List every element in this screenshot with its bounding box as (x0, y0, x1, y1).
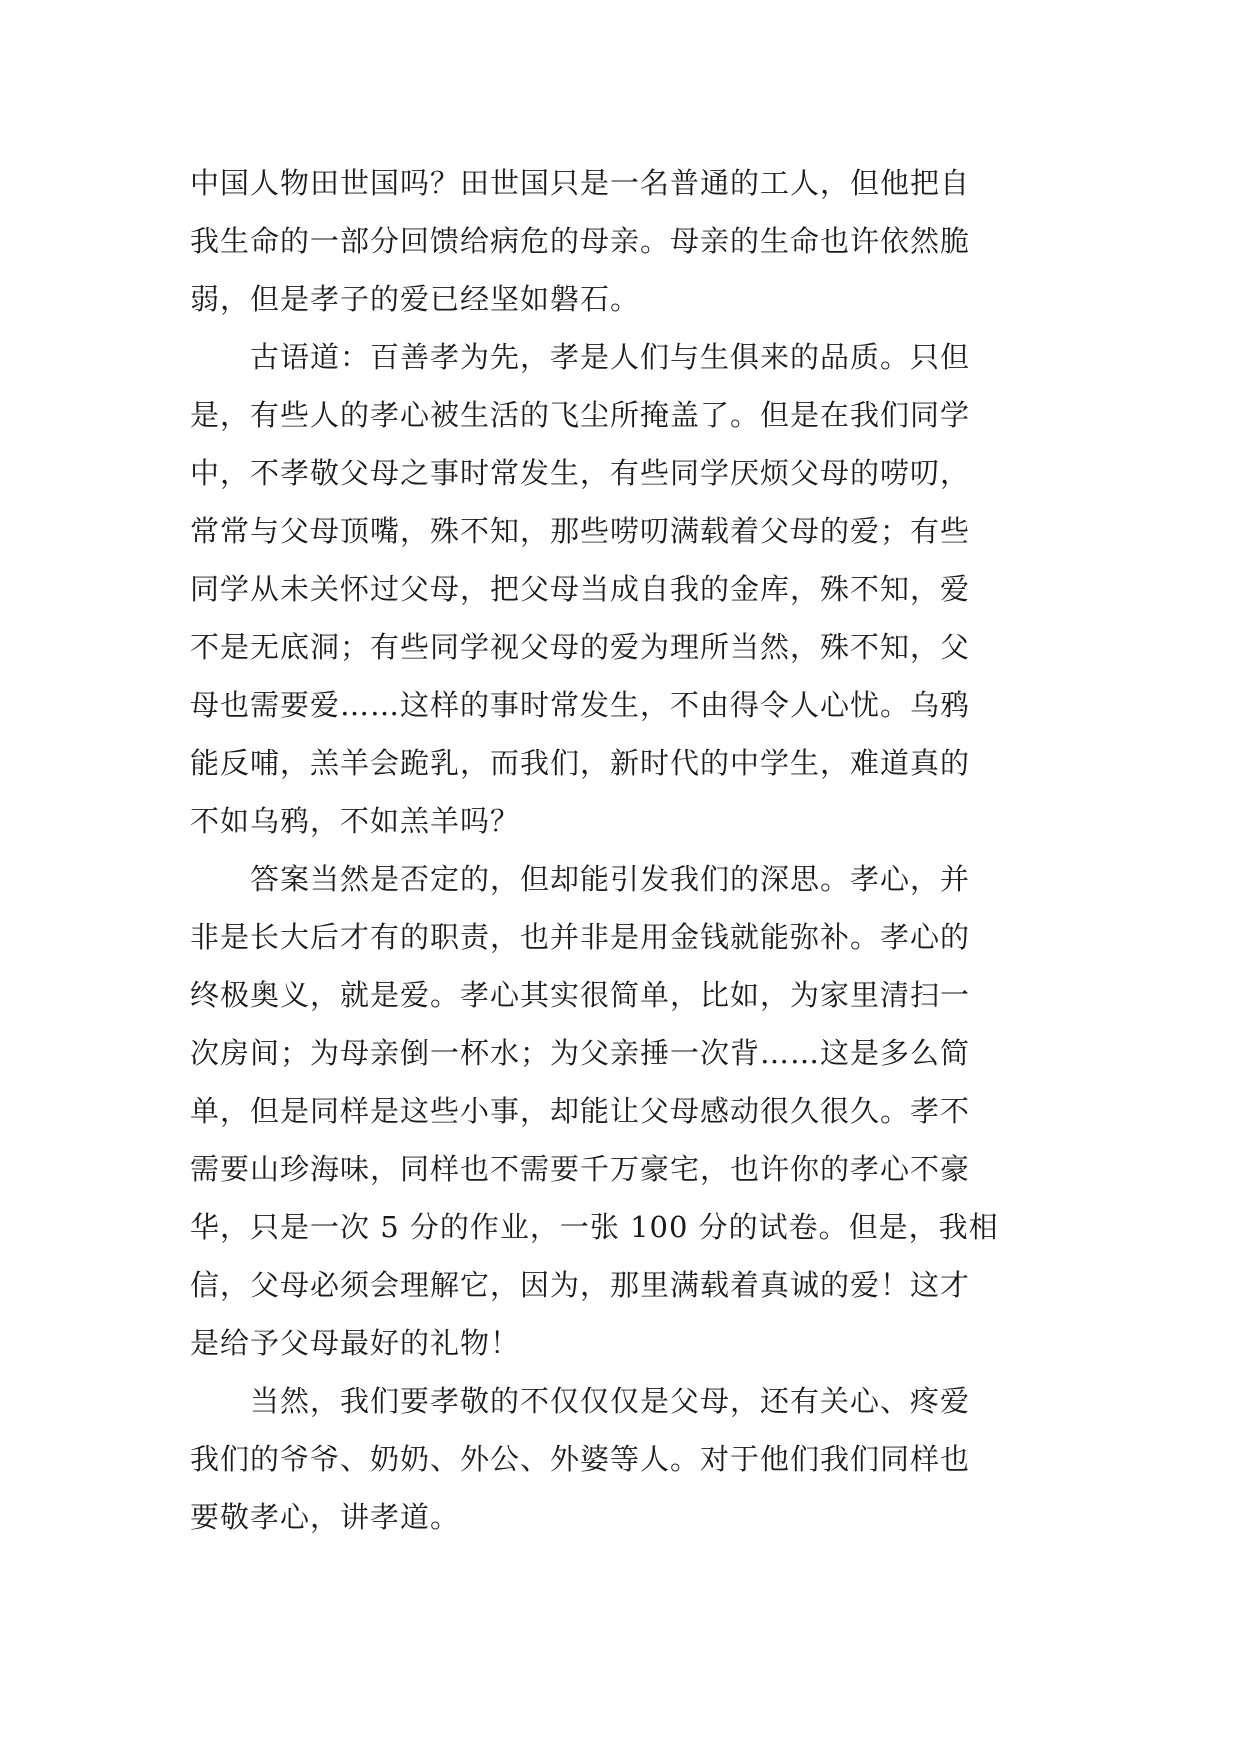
text-line: 当然，我们要孝敬的不仅仅仅是父母，还有关心、疼爱 (190, 1384, 971, 1418)
text-line: 答案当然是否定的，但却能引发我们的深思。孝心，并 (190, 862, 971, 896)
text-line: 华，只是一次 5 分的作业，一张 100 分的试卷。但是，我相 (190, 1210, 999, 1244)
text-line: 弱，但是孝子的爱已经坚如磐石。 (190, 282, 641, 316)
text-line: 不是无底洞；有些同学视父母的爱为理所当然，殊不知，父 (190, 630, 971, 664)
text-line: 需要山珍海味，同样也不需要千万豪宅，也许你的孝心不豪 (190, 1152, 971, 1186)
paragraph-4 (190, 1372, 1060, 1546)
text-line: 非是长大后才有的职责，也并非是用金钱就能弥补。孝心的 (190, 920, 971, 954)
text-line: 常常与父母顶嘴，殊不知，那些唠叨满载着父母的爱；有些 (190, 514, 971, 548)
paragraph-2 (190, 328, 1060, 850)
text-line: 能反哺，羔羊会跪乳，而我们，新时代的中学生，难道真的 (190, 746, 971, 780)
text-line: 不如乌鸦，不如羔羊吗？ (190, 804, 521, 838)
text-line: 是，有些人的孝心被生活的飞尘所掩盖了。但是在我们同学 (190, 398, 971, 432)
text-line: 古语道：百善孝为先，孝是人们与生俱来的品质。只但 (190, 340, 971, 374)
text-line: 中，不孝敬父母之事时常发生，有些同学厌烦父母的唠叨， (190, 456, 971, 490)
text-line: 单，但是同样是这些小事，却能让父母感动很久很久。孝不 (190, 1094, 971, 1128)
text-line: 信，父母必须会理解它，因为，那里满载着真诚的爱！这才 (190, 1268, 971, 1302)
text-line: 是给予父母最好的礼物！ (190, 1326, 521, 1360)
text-line: 我生命的一部分回馈给病危的母亲。母亲的生命也许依然脆 (190, 224, 971, 258)
text-line: 次房间；为母亲倒一杯水；为父亲捶一次背……这是多么简 (190, 1036, 971, 1070)
text-line: 我们的爷爷、奶奶、外公、外婆等人。对于他们我们同样也 (190, 1442, 971, 1476)
text-line: 中国人物田世国吗？田世国只是一名普通的工人，但他把自 (190, 166, 971, 200)
text-line: 母也需要爱……这样的事时常发生，不由得令人心忧。乌鸦 (190, 688, 971, 722)
paragraph-1 (190, 154, 1060, 328)
text-line: 要敬孝心，讲孝道。 (190, 1500, 461, 1534)
document-body (190, 154, 1060, 1546)
paragraph-3 (190, 850, 1060, 1372)
text-line: 终极奥义，就是爱。孝心其实很简单，比如，为家里清扫一 (190, 978, 971, 1012)
text-line: 同学从未关怀过父母，把父母当成自我的金库，殊不知，爱 (190, 572, 971, 606)
